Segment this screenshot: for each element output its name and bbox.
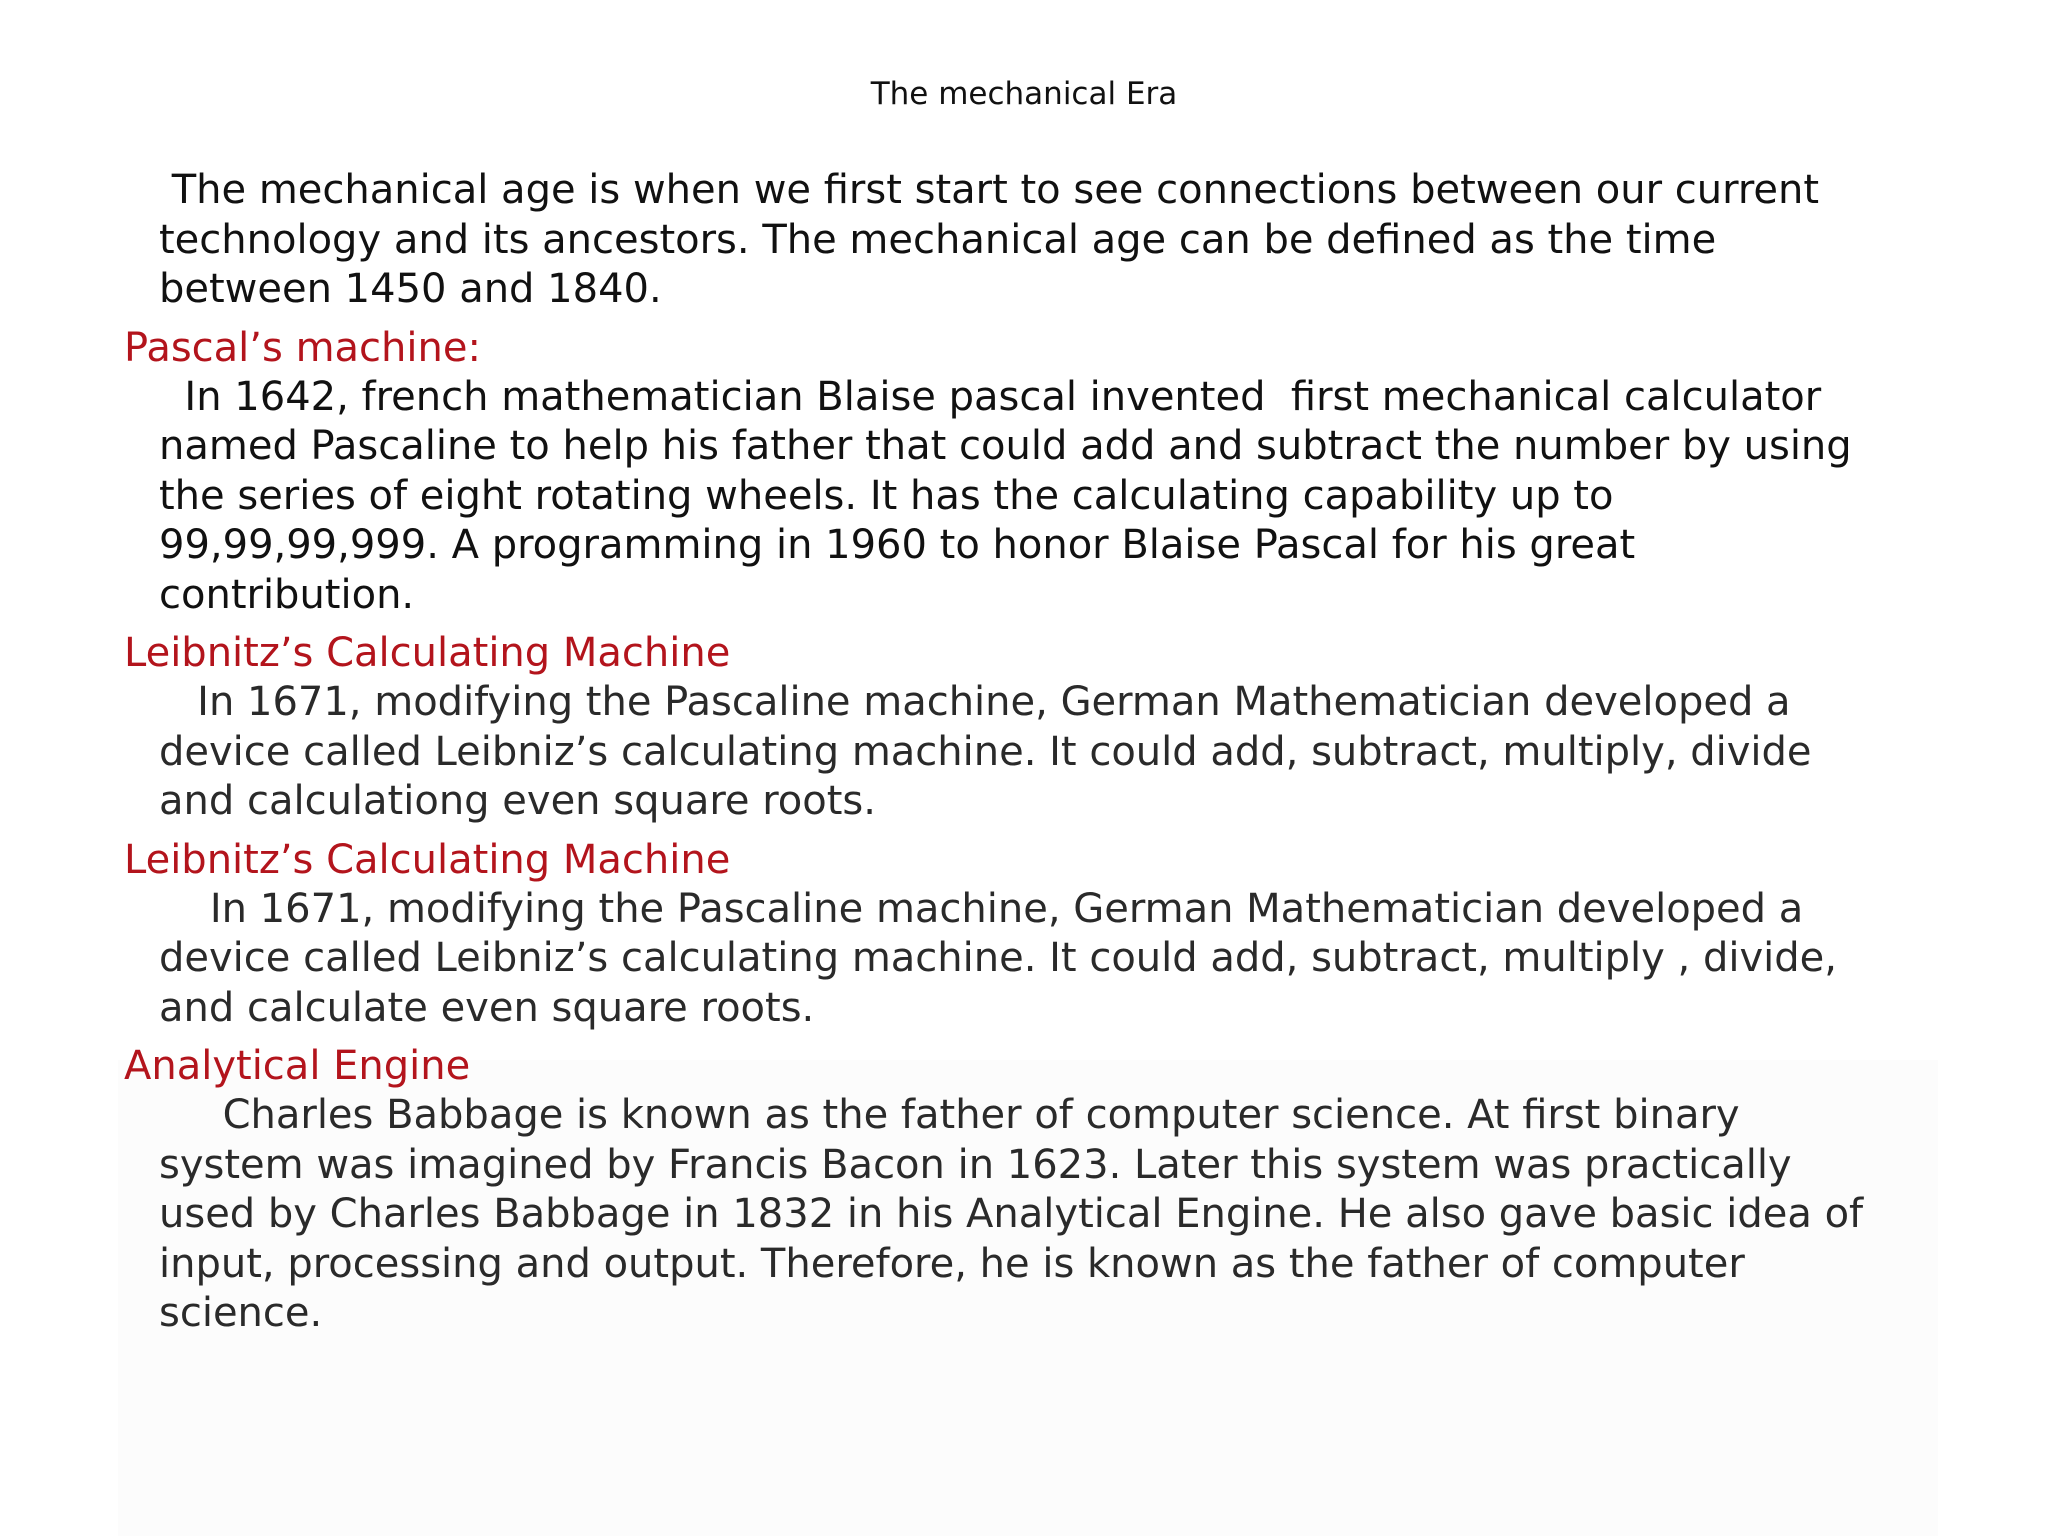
paragraph-line: the series of eight rotating wheels. It has the calculating capability up to bbox=[159, 472, 1614, 519]
slide-content bbox=[124, 166, 1944, 1347]
paragraph-line: system was imagined by Francis Bacon in 1623. Later this system was practically bbox=[159, 1141, 1792, 1188]
paragraph-line: and calculationg even square roots. bbox=[159, 778, 876, 824]
paragraph-line: In 1671, modifying the Pascaline machine, German Mathematician developed a bbox=[159, 679, 1791, 725]
paragraph-line: In 1642, french mathematician Blaise pascal invented first mechanical calculator bbox=[159, 373, 1822, 420]
section-leibnitz-1 bbox=[124, 628, 1944, 827]
intro-line-3: between 1450 and 1840. bbox=[159, 266, 662, 312]
paragraph-line: Charles Babbage is known as the father of computer science. At first binary bbox=[159, 1092, 1740, 1138]
section-heading-leibnitz-1: Leibnitz’s Calculating Machine bbox=[124, 630, 731, 676]
slide-title: The mechanical Era bbox=[870, 76, 1178, 112]
intro-line-2: technology and its ancestors. The mechanical age can be defined as the time bbox=[159, 216, 1717, 263]
paragraph-line: contribution. bbox=[159, 571, 415, 618]
paragraph-line: and calculate even square roots. bbox=[159, 984, 815, 1031]
section-paragraph-analytical-engine bbox=[124, 1091, 1944, 1339]
paragraph-line: science. bbox=[159, 1290, 323, 1336]
section-heading-pascal: Pascal’s machine: bbox=[124, 324, 481, 371]
paragraph-line: input, processing and output. Therefore, he is known as the father of computer bbox=[159, 1240, 1745, 1287]
paragraph-line: In 1671, modifying the Pascaline machine, German Mathematician developed a bbox=[159, 885, 1804, 932]
section-paragraph-leibnitz-2 bbox=[124, 885, 1944, 1034]
section-pascal bbox=[124, 323, 1944, 621]
paragraph-line: device called Leibniz’s calculating machine. It could add, subtract, multiply, divide bbox=[159, 728, 1812, 775]
section-leibnitz-2 bbox=[124, 835, 1944, 1034]
section-heading-leibnitz-2: Leibnitz’s Calculating Machine bbox=[124, 836, 731, 883]
paragraph-line: device called Leibniz’s calculating machine. It could add, subtract, multiply , divide, bbox=[159, 935, 1837, 981]
section-heading-analytical-engine: Analytical Engine bbox=[124, 1043, 471, 1089]
section-analytical-engine bbox=[124, 1041, 1944, 1339]
section-paragraph-leibnitz-1 bbox=[124, 678, 1944, 827]
paragraph-line: used by Charles Babbage in 1832 in his Analytical Engine. He also gave basic idea of bbox=[159, 1191, 1864, 1237]
intro-line-1: The mechanical age is when we first start to see connections between our current bbox=[159, 167, 1820, 213]
section-paragraph-pascal bbox=[124, 373, 1944, 621]
paragraph-line: named Pascaline to help his father that could add and subtract the number by using bbox=[159, 423, 1852, 469]
intro-paragraph bbox=[124, 166, 1944, 315]
paragraph-line: 99,99,99,999. A programming in 1960 to honor Blaise Pascal for his great bbox=[159, 522, 1636, 568]
